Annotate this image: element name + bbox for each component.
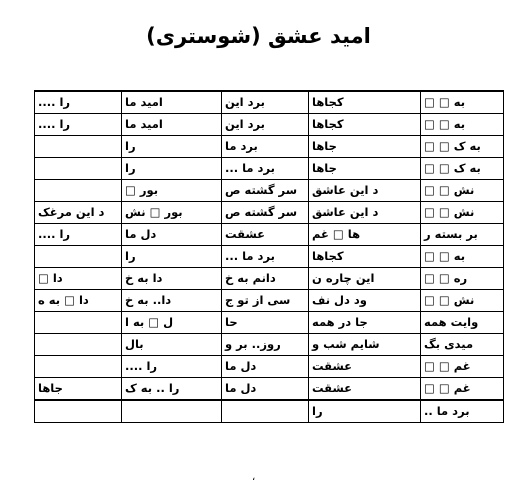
table-cell: ود دل نف xyxy=(309,290,421,312)
table-cell: به □ □ xyxy=(421,246,504,268)
table-cell: شایم شب و xyxy=(309,334,421,356)
table-row xyxy=(35,334,504,356)
table-cell: کجاها xyxy=(309,114,421,136)
table-cell: سر گشته ص xyxy=(222,180,309,202)
table-cell: برد این xyxy=(222,92,309,114)
table-cell: به □ □ xyxy=(421,114,504,136)
table-cell: برد ما xyxy=(222,136,309,158)
table-row xyxy=(35,136,504,158)
table-cell: بور □ xyxy=(122,180,222,202)
table-cell: سر گشته ص xyxy=(222,202,309,224)
table-cell: جاها xyxy=(309,136,421,158)
table-cell: را .. به ک xyxy=(122,378,222,400)
table-cell: دا □ xyxy=(35,268,122,290)
table-cell: میدی بگ xyxy=(421,334,504,356)
table-cell: دا به خ xyxy=(122,268,222,290)
table-cell: جا در همه xyxy=(309,312,421,334)
table-cell: به □ □ xyxy=(421,92,504,114)
table-cell xyxy=(35,158,122,180)
table-cell: حا xyxy=(222,312,309,334)
table-cell: دانم به خ xyxy=(222,268,309,290)
table-cell: نش □ □ xyxy=(421,290,504,312)
table-cell: دا.. به خ xyxy=(122,290,222,312)
table-row xyxy=(35,114,504,136)
table-row xyxy=(35,401,504,423)
table-cell: بال xyxy=(122,334,222,356)
footer-mark: ، xyxy=(252,472,256,483)
table-cell: د این عاشق xyxy=(309,202,421,224)
table-cell: ل □ به ا xyxy=(122,312,222,334)
page-title: امید عشق (شوستری) xyxy=(146,24,371,48)
table-row xyxy=(35,92,504,114)
table-cell xyxy=(35,334,122,356)
table-cell: به ک □ □ xyxy=(421,158,504,180)
table-cell xyxy=(35,180,122,202)
table-cell xyxy=(35,356,122,378)
table-cell: غم □ □ xyxy=(421,378,504,400)
table-cell: این چاره ن xyxy=(309,268,421,290)
table-cell: نش □ □ xyxy=(421,180,504,202)
table-cell: دل ما xyxy=(122,224,222,246)
table-cell: غم □ □ xyxy=(421,356,504,378)
table-cell: نش □ □ xyxy=(421,202,504,224)
table-cell: امید ما xyxy=(122,114,222,136)
table-cell xyxy=(35,401,122,423)
table-row xyxy=(35,378,504,400)
table-cell: کجاها xyxy=(309,92,421,114)
table-cell: دا □ به ه xyxy=(35,290,122,312)
table-cell: ها □ غم xyxy=(309,224,421,246)
table-cell: روز.. بر و xyxy=(222,334,309,356)
table-cell: سی از تو ج xyxy=(222,290,309,312)
table-cell: جاها xyxy=(309,158,421,180)
table-cell xyxy=(35,312,122,334)
table-cell: برد ما ... xyxy=(222,158,309,180)
table-cell: جاها xyxy=(35,378,122,400)
table-row xyxy=(35,290,504,312)
table-cell: امید ما xyxy=(122,92,222,114)
table-cell: برد ما ... xyxy=(222,246,309,268)
table-row xyxy=(35,356,504,378)
table-row xyxy=(35,268,504,290)
table-row xyxy=(35,312,504,334)
table-cell: عشقت xyxy=(309,356,421,378)
table-cell: کجاها xyxy=(309,246,421,268)
table-cell xyxy=(35,246,122,268)
table-cell: را xyxy=(122,158,222,180)
table-row xyxy=(35,158,504,180)
table-cell: دل ما xyxy=(222,356,309,378)
table-cell: به ک □ □ xyxy=(421,136,504,158)
table-cell: را xyxy=(122,136,222,158)
table-cell: را .... xyxy=(35,224,122,246)
table-cell: را .... xyxy=(35,92,122,114)
table-cell: دل ما xyxy=(222,378,309,400)
table-cell xyxy=(122,401,222,423)
table-cell xyxy=(222,401,309,423)
poem-table xyxy=(34,90,504,423)
table-cell: را xyxy=(309,401,421,423)
table-row xyxy=(35,224,504,246)
table-cell: وایت همه xyxy=(421,312,504,334)
table-cell: ره □ □ xyxy=(421,268,504,290)
table-cell: بور □ نش xyxy=(122,202,222,224)
table-cell: د این عاشق xyxy=(309,180,421,202)
table-row xyxy=(35,246,504,268)
table-cell: برد این xyxy=(222,114,309,136)
table-row xyxy=(35,180,504,202)
table-cell: برد ما .. xyxy=(421,401,504,423)
table-row xyxy=(35,202,504,224)
table-cell: عشقت xyxy=(222,224,309,246)
table-cell: را xyxy=(122,246,222,268)
table-cell: را .... xyxy=(122,356,222,378)
table-cell: عشقت xyxy=(309,378,421,400)
table-cell xyxy=(35,136,122,158)
table-cell: د این مرغک xyxy=(35,202,122,224)
table-cell: بر بسته ر xyxy=(421,224,504,246)
table-cell: را .... xyxy=(35,114,122,136)
